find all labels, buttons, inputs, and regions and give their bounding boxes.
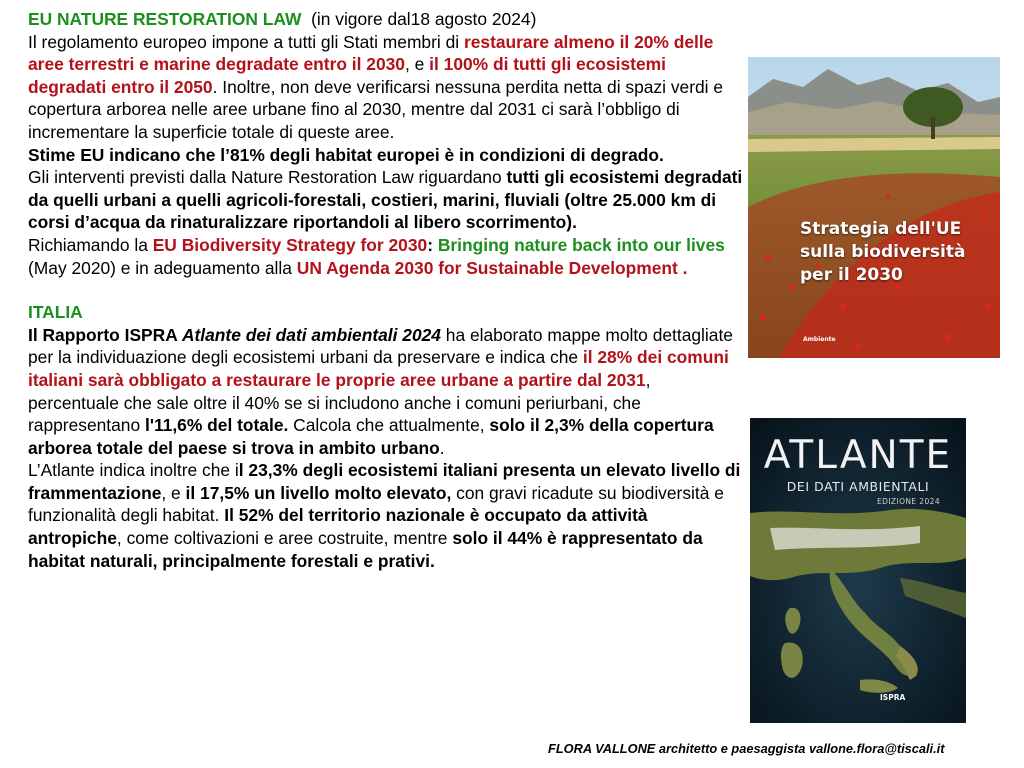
cover-eu-title-line-2: sulla biodiversità <box>800 242 966 262</box>
text: ha elaborato mappe molto dettagliate per la individuazione degli ecosistemi urbani da preservare e indica che <box>28 324 733 368</box>
cover-eu-brand: Ambiente <box>803 336 836 343</box>
italia-title: ITALIA <box>28 302 83 323</box>
cover-eu-title <box>800 218 995 287</box>
text: Richiamando la <box>28 234 153 255</box>
italia-paragraph-2 <box>28 459 744 572</box>
eu-title: EU NATURE RESTORATION LAW <box>28 9 302 29</box>
text: Calcola che attualmente, <box>288 415 490 436</box>
highlight-red: il 100% di tutti gli ecosistemi degradati entro il 2050 <box>28 54 666 97</box>
highlight-bold: tutti gli ecosistemi degradati da quelli urbani a quelli agricoli-forestali, costieri, marini, fluviali (oltre 25.000 km di corsi d’acqua da rinaturalizzare riportandoli al libero scorrimento). <box>28 167 743 233</box>
text: , e <box>161 482 186 503</box>
italia-paragraph-1 <box>28 324 744 460</box>
text: Il Rapporto ISPRA <box>28 324 182 345</box>
report-title: Atlante dei dati ambientali 2024 <box>181 324 441 345</box>
text: , come coltivazioni e aree costruite, mentre <box>116 528 453 549</box>
eu-paragraph-4 <box>28 234 744 279</box>
text: L’Atlante indica inoltre che i <box>28 460 239 481</box>
eu-title-note: (in vigore dal18 agosto 2024) <box>311 9 537 29</box>
text: Gli interventi previsti dalla Nature Restoration Law riguardano <box>28 167 507 188</box>
atlante-cover-image <box>750 418 966 723</box>
text: (May 2020) e in adeguamento alla <box>28 257 297 278</box>
highlight-bold: il 17,5% un livello molto elevato, <box>185 482 452 503</box>
text: , percentuale che sale oltre il 40% se si includono anche i comuni periurbani, che rappresentano <box>28 369 651 436</box>
text: . <box>439 437 445 458</box>
highlight-red: il 28% dei comuni italiani sarà obbligato a restaurare le proprie aree urbane a partire dal 2031 <box>28 347 729 390</box>
highlight-bold: l 23,3% degli ecosistemi italiani presenta un elevato livello di frammentazione <box>28 460 741 503</box>
highlight-red: UN Agenda 2030 for Sustainable Development . <box>296 257 688 278</box>
text: con gravi ricadute su biodiversità e funzionalità degli habitat. <box>28 482 724 526</box>
eu-paragraph-2: Stime EU indicano che l’81% degli habitat europei è in condizioni di degrado. <box>28 144 664 165</box>
spacer <box>28 279 744 301</box>
highlight-bold: solo il 44% è rappresentato da habitat naturali, principalmente forestali e prativi. <box>28 528 703 571</box>
cover-eu-title-line-1: Strategia dell'UE <box>800 219 962 239</box>
poppy-field-illustration <box>748 57 1000 358</box>
author-footer: FLORA VALLONE architetto e paesaggista vallone.flora@tiscali.it <box>548 741 945 756</box>
cover-eu-title-line-3: per il 2030 <box>800 265 903 285</box>
cover-atlante-subtitle: DEI DATI AMBIENTALI <box>786 479 930 494</box>
highlight-green: Bringing nature back into our lives <box>437 234 725 255</box>
text: . Inoltre, non deve verificarsi nessuna perdita netta di spazi verdi e copertura arborea nelle aree urbane fino al 2030, mentre dal 2031 ci sarà l’obbligo di incrementare la superficie totale di queste aree. <box>28 76 724 142</box>
text: : <box>427 234 438 255</box>
cover-atlante-title: ATLANTE <box>763 433 953 478</box>
text: , e <box>404 54 430 75</box>
main-text-column <box>28 8 744 572</box>
highlight-bold: l'11,6% del totale. <box>145 415 289 436</box>
text: Il regolamento europeo impone a tutti gli Stati membri di <box>28 31 464 52</box>
eu-paragraph-3 <box>28 166 744 234</box>
highlight-bold: Il 52% del territorio nazionale è occupato da attività antropiche <box>28 505 648 549</box>
highlight-red: restaurare almeno il 20% delle aree terrestri e marine degradate entro il 2030 <box>28 31 714 75</box>
ispra-logo: ISPRA <box>880 693 906 702</box>
eu-heading <box>28 8 744 31</box>
eu-paragraph-1 <box>28 31 744 144</box>
highlight-bold: solo il 2,3% della copertura arborea totale del paese si trova in ambito urbano <box>28 415 714 458</box>
cover-atlante-edition: EDIZIONE 2024 <box>877 497 940 506</box>
eu-biodiversity-cover-image <box>748 57 1000 358</box>
highlight-red: EU Biodiversity Strategy for 2030 <box>152 234 428 255</box>
